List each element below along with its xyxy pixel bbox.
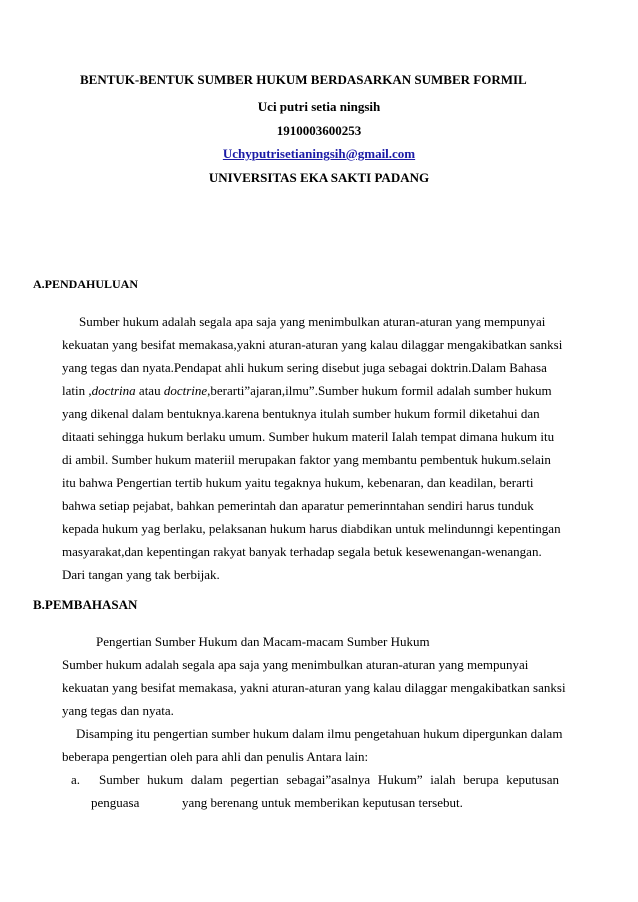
paragraph-line: kekuatan yang besifat memakasa,yakni aturan-aturan yang kalau dilaggar mengakibatkan sanksi <box>62 337 563 352</box>
list-marker: a. <box>71 772 81 787</box>
section-a-heading: A.PENDAHULUAN <box>33 277 138 291</box>
paragraph-text: ,berarti”ajaran,ilmu”.Sumber hukum formil adalah sumber hukum <box>207 383 552 398</box>
document-title: BENTUK-BENTUK SUMBER HUKUM BERDASARKAN SUMBER FORMIL <box>80 72 527 87</box>
paragraph-line: kekuatan yang besifat memakasa, yakni aturan-aturan yang kalau dilaggar mengakibatkan sanksi <box>62 680 566 695</box>
section-b-heading: B.PEMBAHASAN <box>33 597 138 612</box>
paragraph-line: bahwa setiap pejabat, bahkan pemerintah dan aparatur pemerinntahan sendiri harus tunduk <box>62 498 534 513</box>
paragraph-line: itu bahwa Pengertian tertib hukum yaitu tegaknya hukum, kebenaran, dan keadilan, berarti <box>62 475 534 490</box>
italic-term: doctrina <box>91 383 136 398</box>
email-link[interactable] <box>0 146 638 162</box>
paragraph-text: latin , <box>62 383 92 398</box>
paragraph-line: yang dikenal dalam bentuknya.karena bentuknya itulah sumber hukum formil diketahui dan <box>62 406 540 421</box>
paragraph-line: masyarakat,dan kepentingan rakyat banyak terhadap segala betuk kesewenangan-wenangan. <box>62 544 542 559</box>
subheading: Pengertian Sumber Hukum dan Macam-macam Sumber Hukum <box>96 634 430 649</box>
list-item-line: Sumber hukum dalam pegertian sebagai”asalnya Hukum” ialah berupa keputusan <box>99 772 559 787</box>
paragraph-line: di ambil. Sumber hukum materiil merupakan faktor yang membantu pembentuk hukum.selain <box>62 452 551 467</box>
paragraph-line: yang tegas dan nyata.Pendapat ahli hukum sering disebut juga sebagai doktrin.Dalam Bahasa <box>62 360 547 375</box>
email-text[interactable]: Uchyputrisetianingsih@gmail.com <box>222 146 416 161</box>
paragraph-line: yang tegas dan nyata. <box>62 703 174 718</box>
paragraph-line: Dari tangan yang tak berbijak. <box>62 567 220 582</box>
author-name: Uci putri setia ningsih <box>257 99 381 114</box>
paragraph-line: Sumber hukum adalah segala apa saja yang menimbulkan aturan-aturan yang mempunyai <box>79 314 546 329</box>
paragraph-line-latin <box>62 383 552 399</box>
paragraph-line: ditaati sehingga hukum berlaku umum. Sumber hukum materil Ialah tempat dimana hukum itu <box>62 429 555 444</box>
student-id: 1910003600253 <box>276 123 362 138</box>
list-item-line: yang berenang untuk memberikan keputusan tersebut. <box>182 795 463 810</box>
paragraph-line: Disamping itu pengertian sumber hukum dalam ilmu pengetahuan hukum dipergunkan dalam <box>76 726 563 741</box>
italic-term: doctrine <box>163 383 208 398</box>
paragraph-text: atau <box>135 383 164 398</box>
paragraph-line: kepada hukum yag berlaku, pelaksanan hukum harus diabdikan untuk melindunngi kepentingan <box>62 521 561 536</box>
paragraph-line: beberapa pengertian oleh para ahli dan penulis Antara lain: <box>62 749 369 764</box>
paragraph-line: Sumber hukum adalah segala apa saja yang menimbulkan aturan-aturan yang mempunyai <box>62 657 529 672</box>
university-name: UNIVERSITAS EKA SAKTI PADANG <box>208 170 430 185</box>
list-item-line: penguasa <box>91 795 140 810</box>
